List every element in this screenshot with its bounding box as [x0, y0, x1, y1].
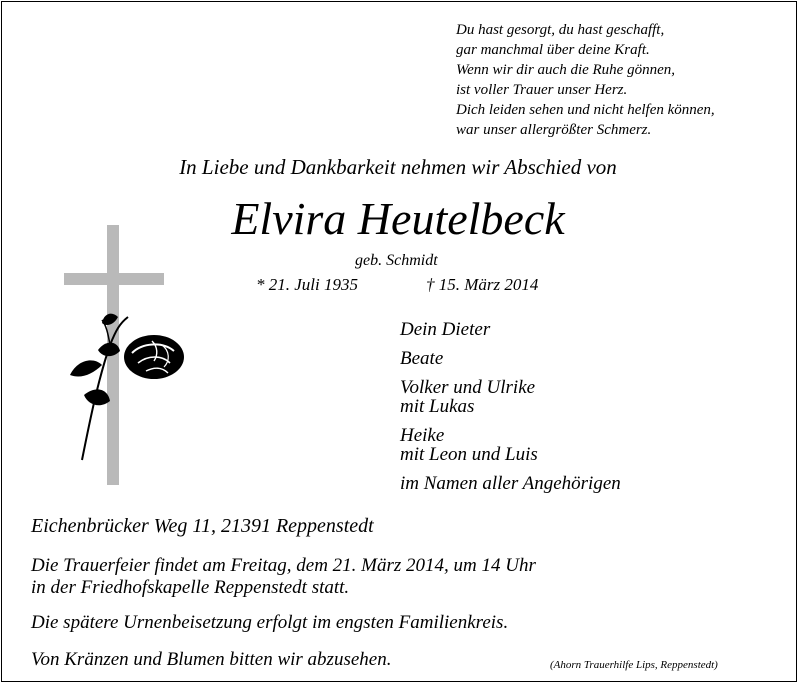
funeral-home-credit: (Ahorn Trauerhilfe Lips, Reppenstedt): [550, 659, 718, 671]
family-member: Volker und Ulrike: [400, 377, 536, 398]
deceased-name: Elvira Heutelbeck: [231, 193, 565, 244]
funeral-notice-line: Die Trauerfeier findet am Freitag, dem 21. März 2014, um 14 Uhr: [31, 555, 536, 576]
poem-line: Dich leiden sehen und nicht helfen können,: [456, 102, 715, 118]
rose-leaf: [84, 389, 110, 405]
family-member: mit Leon und Luis: [400, 444, 538, 465]
poem-line: Wenn wir dir auch die Ruhe gönnen,: [456, 62, 676, 78]
family-member: mit Lukas: [400, 396, 475, 417]
family-member: Heike: [400, 425, 445, 446]
family-member: im Namen aller Angehörigen: [400, 473, 621, 494]
birth-date: * 21. Juli 1935: [256, 275, 358, 294]
poem-line: Du hast gesorgt, du hast geschafft,: [456, 22, 665, 38]
address: Eichenbrücker Weg 11, 21391 Reppenstedt: [31, 515, 374, 537]
poem-line: gar manchmal über deine Kraft.: [456, 42, 650, 58]
rose-leaf: [70, 360, 102, 376]
family-signatures: [400, 320, 621, 493]
death-date: † 15. März 2014: [426, 275, 539, 294]
funeral-notice-line: in der Friedhofskapelle Reppenstedt statt.: [31, 577, 350, 598]
maiden-name: geb. Schmidt: [355, 252, 438, 269]
flowers-notice: Von Kränzen und Blumen bitten wir abzusehen.: [31, 649, 392, 670]
urn-notice: Die spätere Urnenbeisetzung erfolgt im engsten Familienkreis.: [31, 612, 509, 633]
intro-line: In Liebe und Dankbarkeit nehmen wir Abschied von: [179, 155, 617, 179]
cross-with-rose-icon: [62, 225, 192, 487]
family-member: Beate: [400, 348, 444, 369]
family-member: Dein Dieter: [400, 319, 491, 340]
poem: [456, 20, 715, 140]
rose-stem: [82, 317, 128, 460]
funeral-notice: [31, 555, 536, 599]
poem-line: war unser allergrößter Schmerz.: [456, 122, 652, 138]
poem-line: ist voller Trauer unser Herz.: [456, 82, 628, 98]
rose-icon: [70, 314, 184, 460]
cross-horizontal-bar: [64, 273, 164, 285]
